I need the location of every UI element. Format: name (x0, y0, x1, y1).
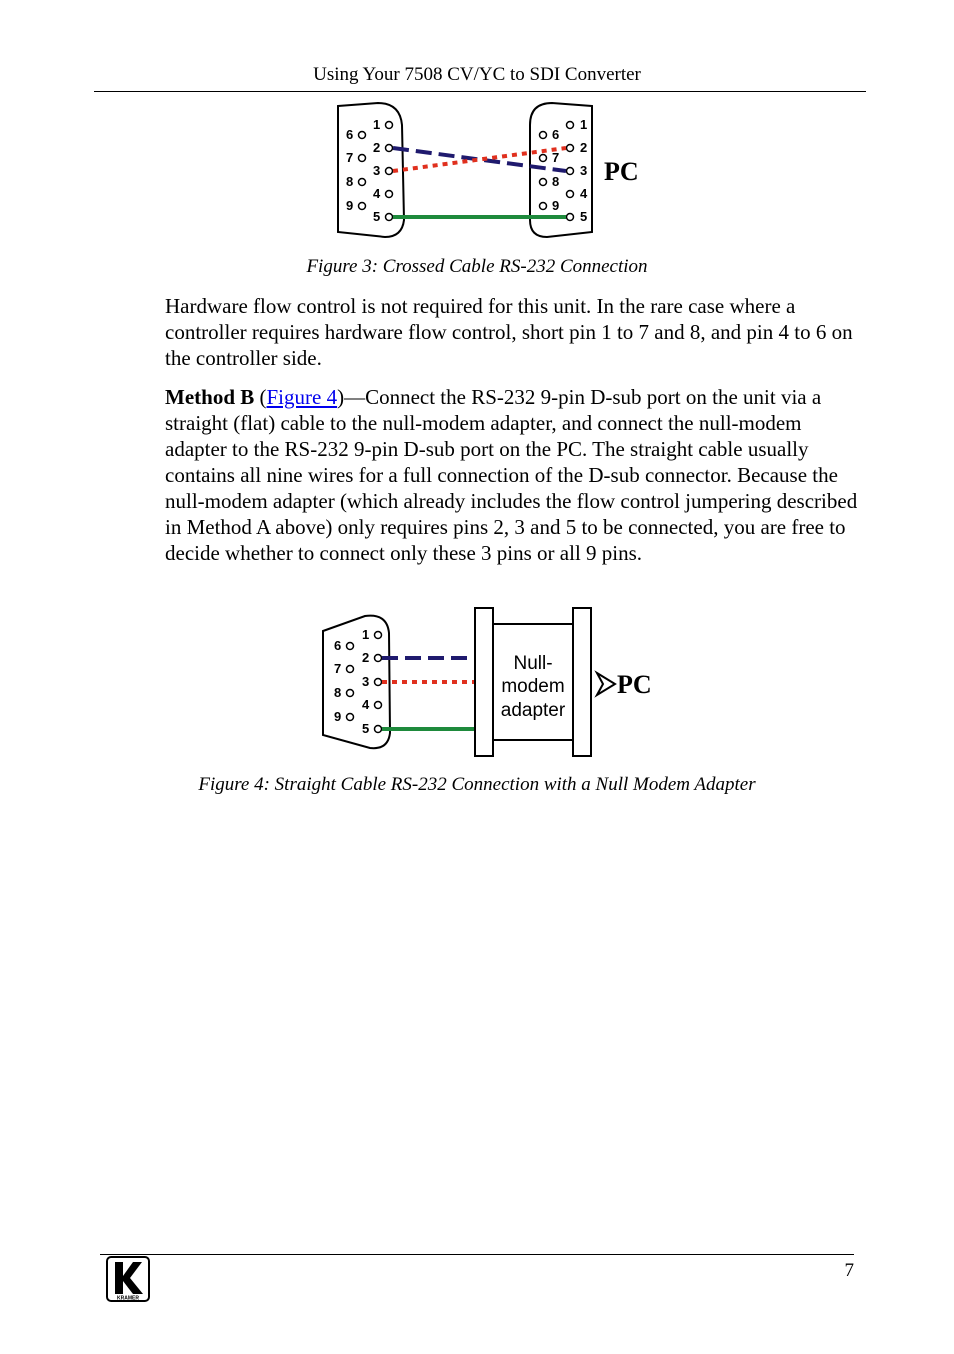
pin-label: 3 (362, 674, 370, 689)
footer-rule (100, 1254, 854, 1255)
pin-label: 3 (373, 163, 381, 178)
adapter-left-plate (475, 608, 493, 756)
pin-label: 3 (580, 163, 588, 178)
figure-3-caption: Figure 3: Crossed Cable RS-232 Connection (306, 256, 648, 277)
figure-3-diagram (330, 100, 660, 245)
pin-label: 4 (580, 186, 588, 201)
pin-label: 6 (334, 638, 342, 653)
pin-label: 5 (373, 209, 381, 224)
paragraph-flow-control: Hardware flow control is not required for this unit. In the rare case where a controller requires hardware flow control, short pin 1 to 7 and 8, and pin 4 to 6 on the controller side. (165, 294, 853, 370)
adapter-label-line1: Null- (513, 653, 553, 674)
open-paren: ( (254, 385, 267, 409)
header-rule (94, 91, 866, 92)
pin-label: 1 (362, 627, 370, 642)
pin-label: 9 (334, 709, 342, 724)
pc-label: PC (617, 670, 652, 699)
left-pins-6-9 (334, 638, 354, 724)
page-header: Using Your 7508 CV/YC to SDI Converter (313, 64, 641, 85)
pin-label: 7 (346, 150, 354, 165)
pin-label: 1 (373, 117, 381, 132)
pin-label: 2 (373, 140, 381, 155)
pin-label: 7 (334, 661, 342, 676)
paragraph-method-b (165, 384, 865, 566)
pin-label: 1 (580, 117, 588, 132)
page-number: 7 (844, 1260, 854, 1281)
adapter-label-line2: modem (501, 676, 565, 697)
kramer-logo-text: KRAMER (117, 1295, 139, 1302)
pin-label: 6 (346, 127, 354, 142)
pin-label: 8 (346, 174, 354, 189)
arrow-icon (597, 673, 615, 695)
pin-label: 9 (346, 198, 354, 213)
pin-label: 4 (373, 186, 381, 201)
adapter-right-plate (573, 608, 591, 756)
right-pins-1-5 (567, 117, 589, 224)
left-pins-1-5 (373, 117, 393, 224)
pin-label: 2 (362, 650, 370, 665)
pin-label: 8 (552, 174, 560, 189)
adapter-label-line3: adapter (500, 700, 566, 721)
pc-label: PC (604, 157, 639, 186)
pin-label: 2 (580, 140, 588, 155)
figure-4-diagram (315, 603, 660, 761)
figure-4-caption: Figure 4: Straight Cable RS-232 Connection with a Null Modem Adapter (198, 774, 756, 795)
pin-label: 6 (552, 127, 560, 142)
pin-label: 7 (552, 150, 560, 165)
pin-label: 5 (362, 721, 370, 736)
method-b-body: )—Connect the RS-232 9-pin D-sub port on the unit via a straight (flat) cable to the null-modem adapter, and connect the null-modem adapter to the RS-232 9-pin D-sub port on the PC. The straight cable usually contains all nine wires for a full connection of the D-sub connector. Because the null-modem adapter (which already includes the flow control jumpering described in Method A above) only requires pins 2, 3 and 5 to be connected, you are free to decide whether to connect only these 3 pins or all 9 pins. (165, 385, 858, 565)
left-pins-6-9 (346, 127, 366, 213)
pin-label: 4 (362, 697, 370, 712)
left-pins-1-5 (362, 627, 382, 736)
figure-4-link[interactable]: Figure 4 (266, 385, 338, 409)
pin-label: 9 (552, 198, 560, 213)
method-b-label: Method B (165, 385, 255, 409)
pin-label: 8 (334, 685, 342, 700)
kramer-logo (106, 1256, 150, 1302)
pin-label: 5 (580, 209, 588, 224)
